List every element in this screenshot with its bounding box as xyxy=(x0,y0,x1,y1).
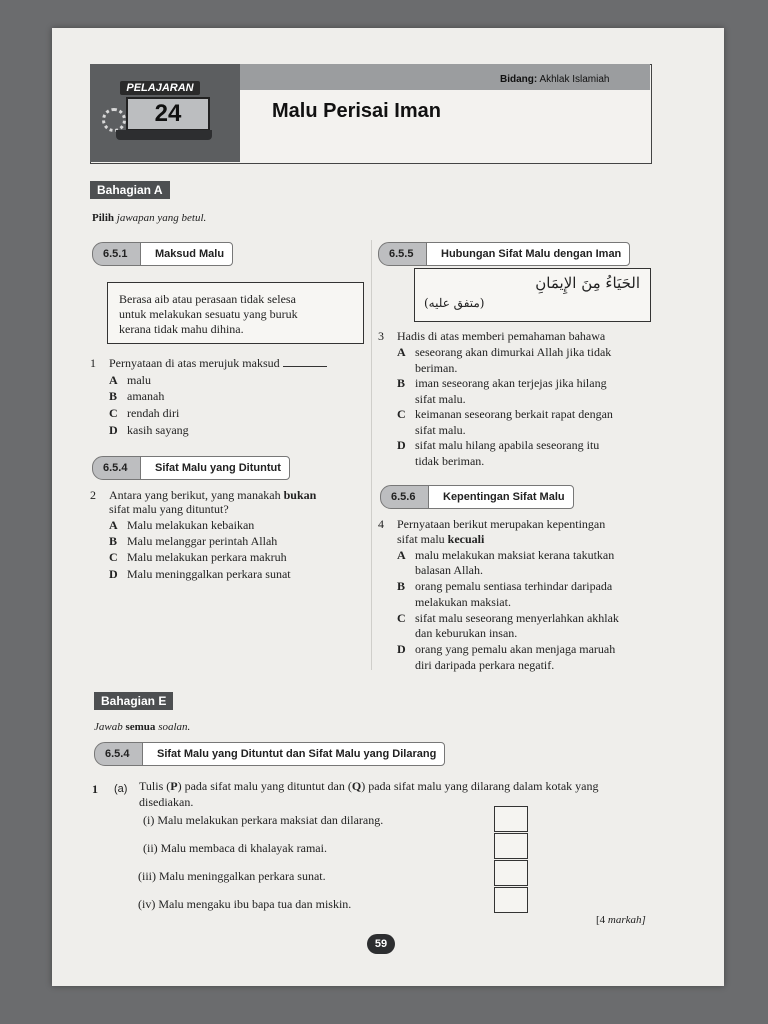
option-text: rendah diri xyxy=(127,406,180,420)
option-a[interactable] xyxy=(397,547,614,563)
laptop-icon xyxy=(116,130,212,140)
answer-box-i[interactable] xyxy=(494,806,528,832)
question-stem-text: sifat malu xyxy=(397,532,445,546)
question-stem-bold: bukan xyxy=(283,488,317,502)
option-c[interactable] xyxy=(109,405,179,421)
option-c[interactable] xyxy=(397,610,619,626)
option-letter: B xyxy=(397,579,406,593)
option-a[interactable] xyxy=(109,372,151,388)
option-d[interactable] xyxy=(397,641,615,657)
option-letter: A xyxy=(109,373,118,387)
topic-code: 6.5.6 xyxy=(380,485,434,509)
bidang-label: Bidang: xyxy=(500,74,538,85)
option-d[interactable] xyxy=(397,437,599,453)
instruction-a-bold: Pilih xyxy=(92,212,115,224)
option-text: orang yang pemalu akan menjaga maruah xyxy=(415,642,616,656)
question-stem-text: ) pada sifat malu yang dituntut dan ( xyxy=(177,779,352,793)
answer-box-iv[interactable] xyxy=(494,887,528,913)
option-b[interactable] xyxy=(397,375,607,391)
column-divider xyxy=(371,240,372,670)
marks-word: markah] xyxy=(607,914,646,926)
option-c-cont: sifat malu. xyxy=(415,423,466,437)
sub-item-roman: (iii) xyxy=(138,869,156,883)
answer-blank xyxy=(283,356,327,367)
topic-code: 6.5.4 xyxy=(94,742,148,766)
instruction-e xyxy=(94,721,190,733)
question-stem-text: Tulis ( xyxy=(139,779,171,793)
question-stem-bold: kecuali xyxy=(447,532,485,546)
option-b[interactable] xyxy=(397,578,612,594)
sub-item-text: Malu melakukan perkara maksiat dan dilarang. xyxy=(157,813,384,827)
topic-name: Sifat Malu yang Dituntut xyxy=(140,456,290,480)
option-text: kasih sayang xyxy=(127,423,189,437)
hadith-reference: (متفق عليه) xyxy=(424,296,485,310)
page-title: Malu Perisai Iman xyxy=(272,100,441,122)
sub-item-roman: (iv) xyxy=(138,897,156,911)
option-letter: A xyxy=(397,345,406,359)
bidang-field xyxy=(500,74,609,85)
question-number: 1 xyxy=(92,782,98,796)
topic-code: 6.5.1 xyxy=(92,242,146,266)
option-letter: B xyxy=(397,376,406,390)
option-text: iman seseorang akan terjejas jika hilang xyxy=(415,376,607,390)
sub-item xyxy=(138,896,351,912)
option-d[interactable] xyxy=(109,566,291,582)
option-letter: C xyxy=(109,406,118,420)
gear-icon xyxy=(102,108,126,132)
sub-item-text: Malu meninggalkan perkara sunat. xyxy=(159,869,326,883)
option-a-cont: balasan Allah. xyxy=(415,563,483,577)
option-b-cont: sifat malu. xyxy=(415,392,466,406)
statement-line: kerana tidak mahu dihina. xyxy=(119,322,244,336)
option-d-cont: tidak beriman. xyxy=(415,454,485,468)
option-letter: B xyxy=(109,389,118,403)
question-stem-cont: disediakan. xyxy=(139,795,194,809)
topic-name: Sifat Malu yang Dituntut dan Sifat Malu yang Dilarang xyxy=(142,742,445,766)
topic-name: Kepentingan Sifat Malu xyxy=(428,485,574,509)
pelajaran-label: PELAJARAN xyxy=(120,81,200,95)
answer-box-ii[interactable] xyxy=(494,833,528,859)
question-stem xyxy=(109,355,327,371)
question-stem-cont xyxy=(397,531,484,547)
option-text: malu melakukan maksiat kerana takutkan xyxy=(415,548,615,562)
option-letter: A xyxy=(109,518,118,532)
topic-name: Maksud Malu xyxy=(140,242,233,266)
option-text: malu xyxy=(127,373,151,387)
option-letter: C xyxy=(109,550,118,564)
question-stem-cont: sifat malu yang dituntut? xyxy=(109,502,229,516)
option-b[interactable] xyxy=(109,533,277,549)
sub-item xyxy=(143,840,327,856)
hadith-arabic: الحَيَاءُ مِنَ الإِيمَانِ xyxy=(535,274,640,292)
question-number: 3 xyxy=(378,329,384,343)
question-number: 1 xyxy=(90,356,96,370)
instruction-e-bold: semua xyxy=(125,721,156,733)
option-d-cont: diri daripada perkara negatif. xyxy=(415,658,555,672)
sub-item-roman: (i) xyxy=(143,813,155,827)
section-tag-bahagian-a: Bahagian A xyxy=(90,181,170,199)
option-letter: B xyxy=(109,534,118,548)
sub-item xyxy=(143,812,383,828)
option-a[interactable] xyxy=(397,344,611,360)
question-stem-text: Antara yang berikut, yang manakah xyxy=(109,488,281,502)
option-text: Malu melakukan perkara makruh xyxy=(127,550,287,564)
option-a-cont: beriman. xyxy=(415,361,458,375)
marks-label xyxy=(596,912,646,928)
statement-line: untuk melakukan sesuatu yang buruk xyxy=(119,307,298,321)
question-stem: Pernyataan berikut merupakan kepentingan xyxy=(397,517,606,531)
option-text: orang pemalu sentiasa terhindar daripada xyxy=(415,579,613,593)
option-letter: A xyxy=(397,548,406,562)
option-a[interactable] xyxy=(109,517,254,533)
option-letter: C xyxy=(397,407,406,421)
option-text: Malu melanggar perintah Allah xyxy=(127,534,278,548)
option-text: seseorang akan dimurkai Allah jika tidak xyxy=(415,345,612,359)
marks-count: [4 xyxy=(596,914,606,926)
section-tag-bahagian-e: Bahagian E xyxy=(94,692,173,710)
bidang-value: Akhlak Islamiah xyxy=(539,74,610,85)
instruction-a-italic: jawapan yang betul. xyxy=(116,212,207,224)
option-text: sifat malu seseorang menyerlahkan akhlak xyxy=(415,611,619,625)
topic-code: 6.5.5 xyxy=(378,242,432,266)
option-c[interactable] xyxy=(109,549,287,565)
topic-code: 6.5.4 xyxy=(92,456,146,480)
option-letter: D xyxy=(109,423,118,437)
sub-item-text: Malu mengaku ibu bapa tua dan miskin. xyxy=(158,897,352,911)
lesson-number: 24 xyxy=(126,97,210,131)
instruction-e-italic: soalan. xyxy=(158,721,191,733)
sub-item-roman: (ii) xyxy=(143,841,158,855)
question-stem: Hadis di atas memberi pemahaman bahawa xyxy=(397,329,606,343)
sub-item xyxy=(138,868,326,884)
option-b-cont: melakukan maksiat. xyxy=(415,595,511,609)
option-text: amanah xyxy=(127,389,165,403)
topic-name: Hubungan Sifat Malu dengan Iman xyxy=(426,242,630,266)
option-text: sifat malu hilang apabila seseorang itu xyxy=(415,438,600,452)
answer-box-iii[interactable] xyxy=(494,860,528,886)
instruction-a xyxy=(92,212,206,224)
option-letter: D xyxy=(397,642,406,656)
sub-item-text: Malu membaca di khalayak ramai. xyxy=(160,841,327,855)
q-marker: Q xyxy=(351,779,362,793)
option-c-cont: dan keburukan insan. xyxy=(415,626,518,640)
option-d[interactable] xyxy=(109,422,189,438)
option-text: Malu meninggalkan perkara sunat xyxy=(127,567,291,581)
question-number: 2 xyxy=(90,488,96,502)
question-number: 4 xyxy=(378,517,384,531)
option-b[interactable] xyxy=(109,388,164,404)
option-letter: D xyxy=(397,438,406,452)
question-stem xyxy=(139,778,659,794)
question-part: (a) xyxy=(114,783,128,795)
option-letter: C xyxy=(397,611,406,625)
question-stem-text: Pernyataan di atas merujuk maksud xyxy=(109,356,280,370)
question-stem-text: ) pada sifat malu yang dilarang dalam kotak yang xyxy=(361,779,599,793)
p-marker: P xyxy=(170,779,178,793)
option-c[interactable] xyxy=(397,406,613,422)
instruction-e-italic: Jawab xyxy=(94,721,123,733)
option-text: keimanan seseorang berkait rapat dengan xyxy=(415,407,613,421)
option-text: Malu melakukan kebaikan xyxy=(127,518,255,532)
page-number: 59 xyxy=(367,934,395,954)
option-letter: D xyxy=(109,567,118,581)
statement-line: Berasa aib atau perasaan tidak selesa xyxy=(119,292,296,306)
